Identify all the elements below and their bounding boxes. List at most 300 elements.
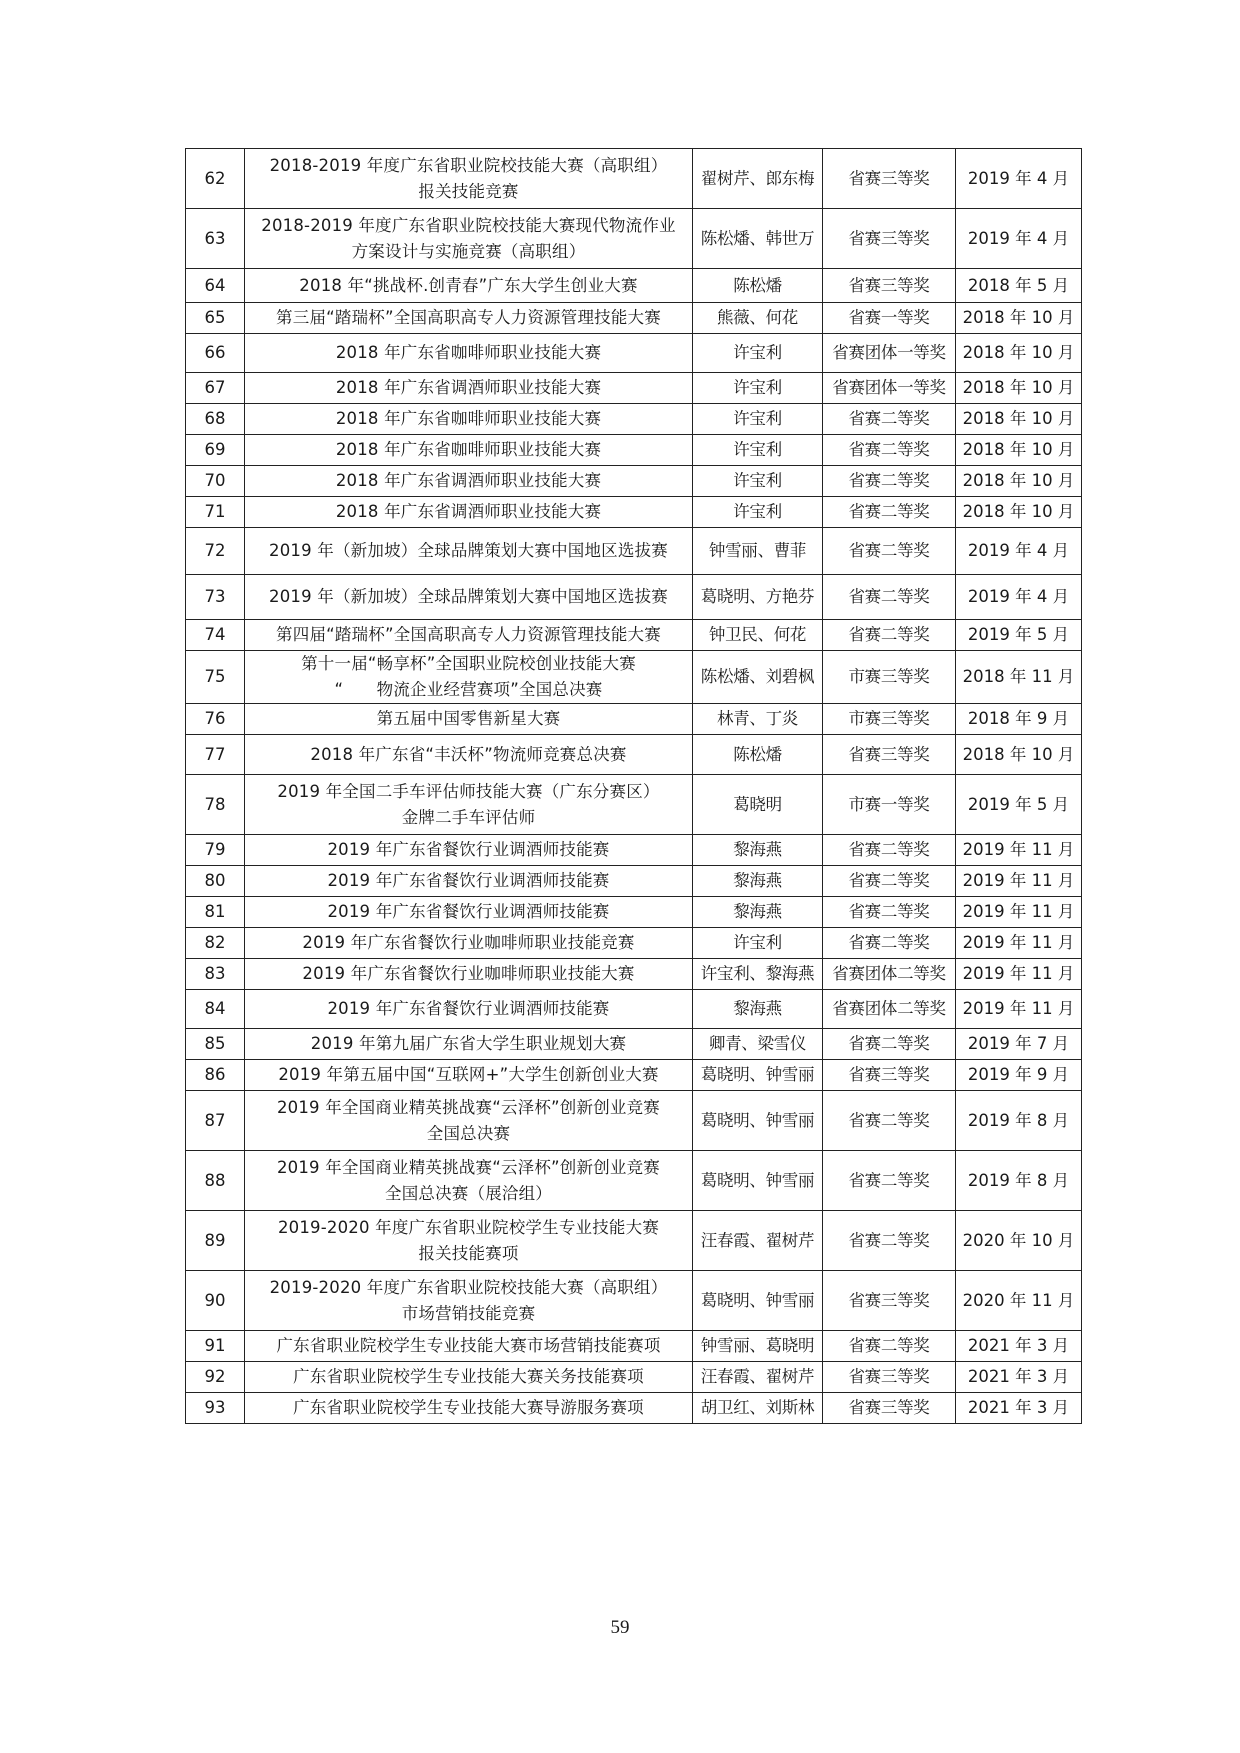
competition-name-cell	[245, 269, 693, 303]
competition-name-line: 第五届中国零售新星大赛	[376, 709, 561, 728]
participants-line: 翟树芹、郎东梅	[700, 168, 815, 188]
row-number-line: 64	[204, 275, 226, 295]
table-row	[186, 1060, 1082, 1091]
award-date-line: 2018 年 9 月	[967, 709, 1070, 728]
competition-name-cell	[245, 149, 693, 209]
award-level-cell	[823, 651, 956, 704]
row-number-cell	[186, 466, 245, 497]
table-row	[186, 651, 1082, 704]
award-date-line: 2021 年 3 月	[967, 1336, 1070, 1355]
row-number-cell	[186, 497, 245, 528]
competition-name-line: 2018 年“挑战杯.创青春”广东大学生创业大赛	[299, 275, 638, 295]
row-number-cell	[186, 1211, 245, 1271]
competition-name-line: 广东省职业院校学生专业技能大赛关务技能赛项	[293, 1367, 644, 1386]
award-level-line: 市赛三等奖	[848, 667, 930, 686]
award-date-line: 2018 年 10 月	[962, 409, 1075, 428]
row-number-cell	[186, 1091, 245, 1151]
competition-name-cell	[245, 735, 693, 775]
participants-cell	[693, 303, 823, 334]
award-level-cell	[823, 1151, 956, 1211]
award-level-line: 省赛二等奖	[848, 502, 930, 521]
award-date-line: 2019 年 11 月	[962, 871, 1075, 890]
award-date-line: 2019 年 8 月	[967, 1170, 1070, 1190]
participants-cell	[693, 1362, 823, 1393]
row-number-line: 81	[204, 902, 226, 921]
row-number-cell	[186, 435, 245, 466]
award-level-cell	[823, 149, 956, 209]
awards-table-body	[186, 149, 1082, 1424]
award-date-line: 2018 年 10 月	[962, 744, 1075, 764]
award-level-cell	[823, 775, 956, 835]
award-date-cell	[956, 1331, 1082, 1362]
award-level-line: 市赛三等奖	[848, 709, 930, 728]
row-number-line: 85	[204, 1034, 226, 1053]
award-level-line: 省赛二等奖	[848, 1336, 930, 1355]
table-row	[186, 835, 1082, 866]
award-date-cell	[956, 209, 1082, 269]
row-number-cell	[186, 269, 245, 303]
competition-name-cell	[245, 497, 693, 528]
row-number-line: 68	[204, 409, 226, 428]
competition-name-cell	[245, 775, 693, 835]
table-row	[186, 528, 1082, 575]
award-level-line: 省赛三等奖	[848, 744, 930, 764]
participants-cell	[693, 1393, 823, 1424]
row-number-cell	[186, 897, 245, 928]
participants-cell	[693, 1151, 823, 1211]
row-number-line: 83	[204, 964, 226, 983]
award-level-cell	[823, 1060, 956, 1091]
participants-cell	[693, 1060, 823, 1091]
row-number-line: 88	[204, 1170, 226, 1190]
table-row	[186, 1029, 1082, 1060]
competition-name-line: 全国总决赛	[426, 1123, 511, 1143]
award-date-cell	[956, 835, 1082, 866]
participants-cell	[693, 651, 823, 704]
participants-line: 许宝利	[733, 471, 782, 490]
competition-name-cell	[245, 959, 693, 990]
participants-line: 钟雪丽、葛晓明	[700, 1336, 815, 1355]
competition-name-cell	[245, 1271, 693, 1331]
award-date-line: 2019 年 5 月	[967, 625, 1070, 644]
award-date-cell	[956, 959, 1082, 990]
table-row	[186, 735, 1082, 775]
row-number-cell	[186, 959, 245, 990]
competition-name-line: 2019-2020 年度广东省职业院校学生专业技能大赛	[277, 1217, 660, 1237]
table-row	[186, 497, 1082, 528]
participants-cell	[693, 866, 823, 897]
table-row	[186, 334, 1082, 373]
award-date-cell	[956, 149, 1082, 209]
award-level-cell	[823, 575, 956, 620]
participants-line: 许宝利	[733, 933, 782, 952]
award-level-cell	[823, 835, 956, 866]
award-date-cell	[956, 651, 1082, 704]
competition-name-cell	[245, 651, 693, 704]
competition-name-line: 市场营销技能竞赛	[401, 1303, 536, 1323]
table-row	[186, 1091, 1082, 1151]
row-number-line: 78	[204, 794, 226, 814]
competition-name-line: 2019-2020 年度广东省职业院校技能大赛（高职组）	[269, 1277, 668, 1297]
award-level-cell	[823, 1362, 956, 1393]
row-number-cell	[186, 373, 245, 404]
competition-name-cell	[245, 575, 693, 620]
participants-cell	[693, 775, 823, 835]
table-row	[186, 959, 1082, 990]
award-date-line: 2019 年 11 月	[962, 999, 1075, 1018]
competition-name-line: 2019 年第五届中国“互联网+”大学生创新创业大赛	[278, 1065, 659, 1084]
row-number-cell	[186, 651, 245, 704]
competition-name-line: 报关技能竞赛	[418, 181, 519, 201]
participants-cell	[693, 735, 823, 775]
competition-name-line: 2019 年第九届广东省大学生职业规划大赛	[310, 1034, 627, 1053]
award-level-cell	[823, 959, 956, 990]
participants-cell	[693, 435, 823, 466]
award-date-line: 2018 年 10 月	[962, 471, 1075, 490]
award-level-cell	[823, 1271, 956, 1331]
award-date-line: 2018 年 10 月	[962, 378, 1075, 397]
competition-name-line: 方案设计与实施竞赛（高职组）	[351, 241, 586, 261]
participants-line: 黎海燕	[733, 902, 782, 921]
award-level-cell	[823, 1029, 956, 1060]
award-date-cell	[956, 1362, 1082, 1393]
competition-name-line: 第十一届“畅享杯”全国职业院校创业技能大赛	[301, 654, 636, 673]
award-date-line: 2020 年 11 月	[962, 1290, 1075, 1310]
award-date-line: 2019 年 11 月	[962, 964, 1075, 983]
table-row	[186, 1211, 1082, 1271]
award-date-cell	[956, 928, 1082, 959]
participants-cell	[693, 959, 823, 990]
award-level-line: 省赛三等奖	[848, 1398, 930, 1417]
award-date-cell	[956, 1271, 1082, 1331]
participants-cell	[693, 1029, 823, 1060]
participants-line: 钟雪丽、曹菲	[708, 541, 807, 560]
participants-cell	[693, 1211, 823, 1271]
row-number-line: 79	[204, 840, 226, 859]
award-level-cell	[823, 1393, 956, 1424]
participants-line: 林青、丁炎	[716, 709, 798, 728]
participants-line: 陈松燔、刘碧枫	[700, 667, 815, 686]
table-row	[186, 269, 1082, 303]
table-row	[186, 990, 1082, 1029]
award-level-cell	[823, 735, 956, 775]
competition-name-line: 2018-2019 年度广东省职业院校技能大赛（高职组）	[269, 155, 668, 175]
competition-name-line: 全国总决赛（展洽组）	[385, 1183, 552, 1203]
award-date-cell	[956, 775, 1082, 835]
competition-name-line: 2019 年全国商业精英挑战赛“云泽杯”创新创业竞赛	[276, 1097, 661, 1117]
row-number-cell	[186, 1362, 245, 1393]
award-date-cell	[956, 1151, 1082, 1211]
participants-line: 许宝利	[733, 378, 782, 397]
competition-name-cell	[245, 1331, 693, 1362]
award-date-line: 2019 年 5 月	[967, 794, 1070, 814]
award-date-line: 2019 年 4 月	[967, 541, 1070, 560]
table-row	[186, 466, 1082, 497]
award-date-line: 2019 年 11 月	[962, 933, 1075, 952]
row-number-line: 75	[204, 667, 226, 686]
participants-line: 陈松燔	[733, 275, 782, 295]
row-number-line: 82	[204, 933, 226, 952]
participants-line: 陈松燔、韩世万	[700, 228, 815, 248]
award-level-line: 省赛三等奖	[848, 275, 930, 295]
award-level-line: 省赛二等奖	[848, 902, 930, 921]
participants-cell	[693, 1331, 823, 1362]
participants-line: 许宝利	[733, 343, 782, 362]
award-level-cell	[823, 466, 956, 497]
table-row	[186, 866, 1082, 897]
award-level-line: 省赛三等奖	[848, 1065, 930, 1084]
competition-name-cell	[245, 1393, 693, 1424]
row-number-cell	[186, 528, 245, 575]
award-level-line: 省赛团体二等奖	[832, 999, 946, 1018]
row-number-line: 89	[204, 1230, 226, 1250]
competition-name-line: 第四届“踏瑞杯”全国高职高专人力资源管理技能大赛	[276, 625, 661, 644]
competition-name-cell	[245, 835, 693, 866]
award-level-line: 省赛二等奖	[848, 409, 930, 428]
competition-name-cell	[245, 866, 693, 897]
award-date-cell	[956, 575, 1082, 620]
row-number-line: 90	[204, 1290, 226, 1310]
table-row	[186, 897, 1082, 928]
award-date-line: 2018 年 5 月	[967, 275, 1070, 295]
participants-line: 葛晓明、方艳芬	[700, 587, 815, 606]
competition-name-cell	[245, 620, 693, 651]
table-row	[186, 1271, 1082, 1331]
competition-name-cell	[245, 897, 693, 928]
participants-cell	[693, 990, 823, 1029]
award-date-line: 2019 年 4 月	[967, 228, 1070, 248]
table-row	[186, 435, 1082, 466]
row-number-cell	[186, 620, 245, 651]
competition-name-cell	[245, 373, 693, 404]
participants-cell	[693, 528, 823, 575]
award-level-cell	[823, 928, 956, 959]
award-level-line: 省赛三等奖	[848, 168, 930, 188]
row-number-cell	[186, 704, 245, 735]
award-level-cell	[823, 373, 956, 404]
competition-name-line: 2018 年广东省“丰沃杯”物流师竞赛总决赛	[310, 744, 627, 764]
award-level-line: 省赛团体二等奖	[832, 964, 946, 983]
row-number-line: 74	[204, 625, 226, 644]
row-number-line: 91	[204, 1336, 226, 1355]
participants-cell	[693, 373, 823, 404]
participants-cell	[693, 897, 823, 928]
competition-name-cell	[245, 1029, 693, 1060]
competition-name-line: 2018 年广东省咖啡师职业技能大赛	[335, 409, 602, 428]
competition-name-line: 2019 年广东省餐饮行业调酒师技能赛	[327, 871, 610, 890]
participants-line: 胡卫红、刘斯林	[700, 1398, 815, 1417]
row-number-cell	[186, 1060, 245, 1091]
row-number-cell	[186, 1393, 245, 1424]
competition-name-cell	[245, 404, 693, 435]
competition-name-cell	[245, 528, 693, 575]
table-row	[186, 303, 1082, 334]
competition-name-line: 2019 年全国二手车评估师技能大赛（广东分赛区）	[277, 781, 660, 801]
row-number-cell	[186, 1029, 245, 1060]
competition-name-line: 第三届“踏瑞杯”全国高职高专人力资源管理技能大赛	[276, 308, 661, 327]
participants-line: 葛晓明、钟雪丽	[700, 1110, 815, 1130]
competition-name-line: 报关技能赛项	[418, 1243, 519, 1263]
competition-name-line: 广东省职业院校学生专业技能大赛导游服务赛项	[293, 1398, 644, 1417]
table-row	[186, 1331, 1082, 1362]
competition-name-line: 2018 年广东省调酒师职业技能大赛	[335, 502, 602, 521]
award-date-line: 2018 年 10 月	[962, 440, 1075, 459]
competition-name-line: 2019 年广东省餐饮行业咖啡师职业技能大赛	[302, 964, 635, 983]
award-date-cell	[956, 404, 1082, 435]
competition-name-line: 金牌二手车评估师	[401, 807, 536, 827]
competition-name-cell	[245, 209, 693, 269]
award-level-line: 省赛二等奖	[848, 1230, 930, 1250]
award-date-cell	[956, 528, 1082, 575]
participants-cell	[693, 269, 823, 303]
award-date-cell	[956, 1029, 1082, 1060]
participants-line: 汪春霞、翟树芹	[700, 1367, 815, 1386]
competition-name-line: “ 物流企业经营赛项”全国总决赛	[334, 680, 603, 699]
participants-line: 葛晓明、钟雪丽	[700, 1170, 815, 1190]
competition-name-line: 2018 年广东省调酒师职业技能大赛	[335, 471, 602, 490]
row-number-line: 66	[204, 343, 226, 362]
award-level-line: 省赛团体一等奖	[832, 343, 946, 362]
award-date-line: 2018 年 11 月	[962, 667, 1075, 686]
table-row	[186, 928, 1082, 959]
competition-name-cell	[245, 1211, 693, 1271]
competition-name-line: 2019 年（新加坡）全球品牌策划大赛中国地区选拔赛	[269, 541, 668, 560]
row-number-cell	[186, 835, 245, 866]
award-level-line: 省赛二等奖	[848, 471, 930, 490]
row-number-cell	[186, 149, 245, 209]
row-number-cell	[186, 209, 245, 269]
row-number-line: 67	[204, 378, 226, 397]
competition-name-line: 2018-2019 年度广东省职业院校技能大赛现代物流作业	[261, 215, 676, 235]
participants-line: 钟卫民、何花	[708, 625, 807, 644]
table-row	[186, 209, 1082, 269]
row-number-cell	[186, 1331, 245, 1362]
competition-name-line: 广东省职业院校学生专业技能大赛市场营销技能赛项	[276, 1336, 661, 1355]
award-date-cell	[956, 497, 1082, 528]
award-level-line: 省赛二等奖	[848, 587, 930, 606]
award-level-line: 省赛三等奖	[848, 1367, 930, 1386]
award-date-cell	[956, 373, 1082, 404]
competition-name-line: 2019 年广东省餐饮行业调酒师技能赛	[327, 840, 610, 859]
award-level-line: 省赛二等奖	[848, 871, 930, 890]
participants-cell	[693, 466, 823, 497]
table-row	[186, 149, 1082, 209]
row-number-line: 84	[204, 999, 226, 1018]
table-row	[186, 704, 1082, 735]
table-row	[186, 575, 1082, 620]
award-level-line: 省赛二等奖	[848, 840, 930, 859]
award-level-cell	[823, 1331, 956, 1362]
row-number-cell	[186, 928, 245, 959]
competition-name-cell	[245, 1151, 693, 1211]
award-date-line: 2020 年 10 月	[962, 1230, 1075, 1250]
award-date-line: 2018 年 10 月	[962, 343, 1075, 362]
participants-line: 许宝利	[733, 502, 782, 521]
award-level-line: 省赛二等奖	[848, 933, 930, 952]
award-date-line: 2019 年 4 月	[967, 587, 1070, 606]
row-number-line: 62	[204, 168, 226, 188]
participants-line: 许宝利	[733, 440, 782, 459]
competition-name-line: 2019 年广东省餐饮行业咖啡师职业技能竞赛	[302, 933, 635, 952]
award-level-line: 省赛二等奖	[848, 440, 930, 459]
participants-line: 葛晓明	[733, 794, 782, 814]
participants-cell	[693, 149, 823, 209]
table-row	[186, 1151, 1082, 1211]
award-date-cell	[956, 1211, 1082, 1271]
award-date-cell	[956, 620, 1082, 651]
award-date-cell	[956, 704, 1082, 735]
table-row	[186, 404, 1082, 435]
competition-name-line: 2018 年广东省调酒师职业技能大赛	[335, 378, 602, 397]
participants-cell	[693, 1091, 823, 1151]
row-number-cell	[186, 1151, 245, 1211]
participants-cell	[693, 334, 823, 373]
participants-line: 许宝利	[733, 409, 782, 428]
award-level-line: 市赛一等奖	[848, 794, 930, 814]
award-level-line: 省赛团体一等奖	[832, 378, 946, 397]
award-level-cell	[823, 866, 956, 897]
award-date-line: 2019 年 8 月	[967, 1110, 1070, 1130]
award-date-line: 2019 年 11 月	[962, 840, 1075, 859]
award-level-cell	[823, 990, 956, 1029]
row-number-cell	[186, 334, 245, 373]
row-number-line: 73	[204, 587, 226, 606]
table-row	[186, 373, 1082, 404]
row-number-cell	[186, 303, 245, 334]
competition-name-cell	[245, 1362, 693, 1393]
award-level-line: 省赛三等奖	[848, 1290, 930, 1310]
participants-cell	[693, 928, 823, 959]
award-level-line: 省赛一等奖	[848, 308, 930, 327]
row-number-line: 71	[204, 502, 226, 521]
participants-cell	[693, 575, 823, 620]
participants-line: 葛晓明、钟雪丽	[700, 1065, 815, 1084]
award-level-cell	[823, 303, 956, 334]
award-date-cell	[956, 1091, 1082, 1151]
table-row	[186, 620, 1082, 651]
award-level-cell	[823, 269, 956, 303]
participants-cell	[693, 209, 823, 269]
row-number-cell	[186, 775, 245, 835]
row-number-line: 77	[204, 744, 226, 764]
award-date-line: 2019 年 9 月	[967, 1065, 1070, 1084]
competition-name-line: 2018 年广东省咖啡师职业技能大赛	[335, 440, 602, 459]
award-date-line: 2019 年 4 月	[967, 168, 1070, 188]
award-date-cell	[956, 1393, 1082, 1424]
award-level-cell	[823, 497, 956, 528]
row-number-line: 65	[204, 308, 226, 327]
table-row	[186, 1362, 1082, 1393]
award-date-line: 2018 年 10 月	[962, 502, 1075, 521]
award-date-cell	[956, 1060, 1082, 1091]
competition-name-cell	[245, 928, 693, 959]
row-number-line: 72	[204, 541, 226, 560]
award-date-cell	[956, 466, 1082, 497]
page-number: 59	[610, 1617, 630, 1638]
competition-name-cell	[245, 1091, 693, 1151]
award-date-cell	[956, 303, 1082, 334]
award-level-cell	[823, 209, 956, 269]
participants-line: 许宝利、黎海燕	[700, 964, 815, 983]
award-level-cell	[823, 404, 956, 435]
participants-line: 卿青、梁雪仪	[708, 1034, 807, 1053]
award-level-cell	[823, 620, 956, 651]
participants-line: 黎海燕	[733, 999, 782, 1018]
competition-name-line: 2018 年广东省咖啡师职业技能大赛	[335, 343, 602, 362]
row-number-cell	[186, 404, 245, 435]
award-level-line: 省赛二等奖	[848, 1170, 930, 1190]
competition-name-line: 2019 年（新加坡）全球品牌策划大赛中国地区选拔赛	[269, 587, 668, 606]
